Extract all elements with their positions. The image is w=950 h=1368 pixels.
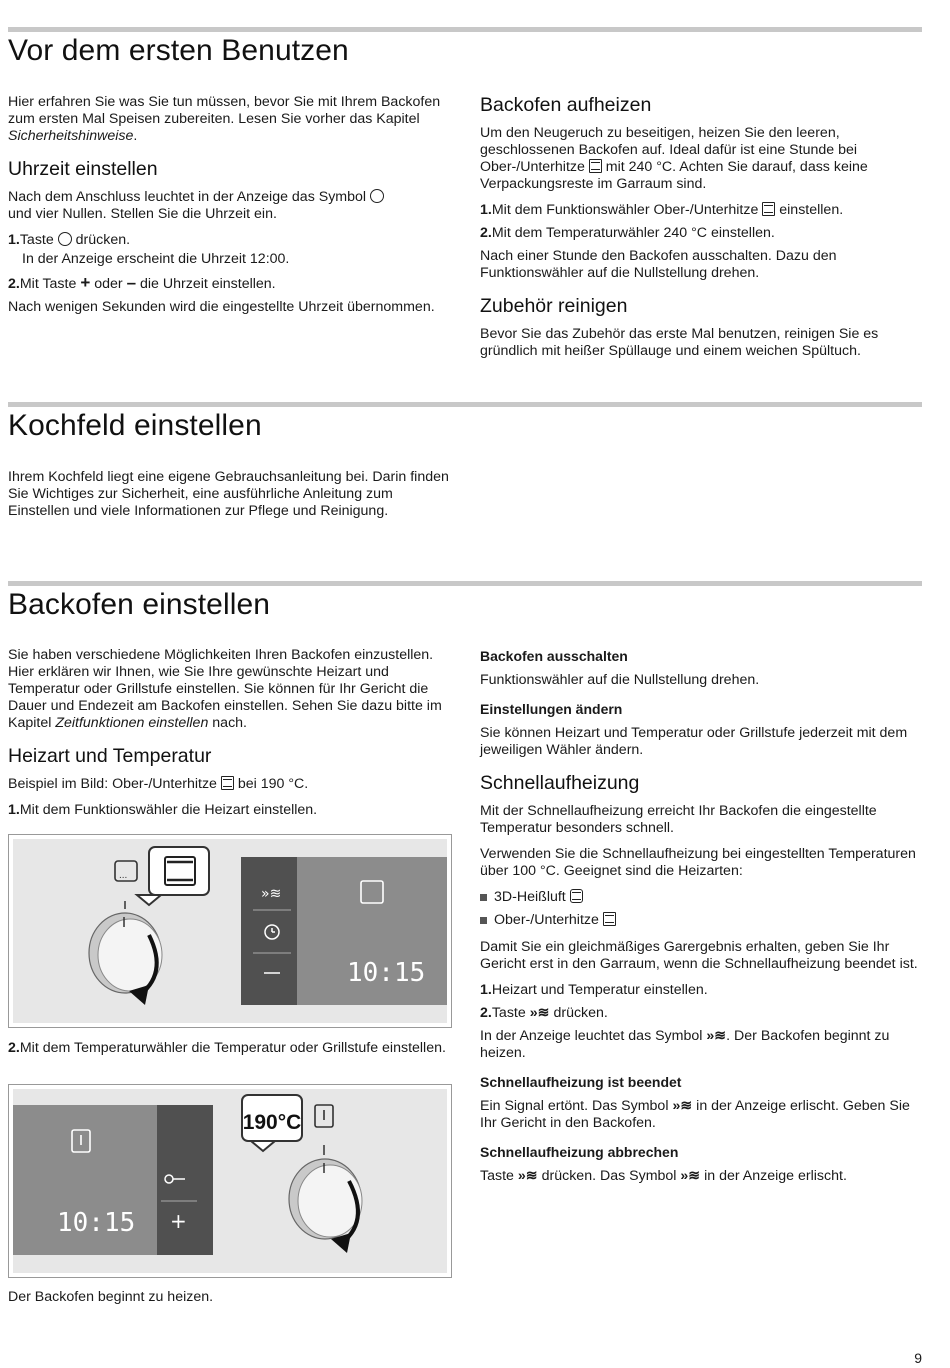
clock-icon <box>370 189 384 203</box>
hot-air-icon <box>570 889 583 903</box>
heizart-step-1: 1.Mit dem Funktionswähler die Heizart einstellen. <box>8 802 318 818</box>
heading-heizart-und-temperatur: Heizart und Temperatur <box>8 745 212 767</box>
beispiel-paragraph: Beispiel im Bild: Ober-/Unterhitze bei 190 °C. <box>8 776 309 792</box>
heading-schnellaufheizung: Schnellaufheizung <box>480 772 640 794</box>
aufheizen-paragraph: Um den Neugeruch zu beseitigen, heizen Sie den leeren, geschlossenen Backofen auf. Ideal dafür ist eine Stunde bei Ober-/Unterhitze mit 240 °C. Achten Sie darauf, dass keine Verpackungsreste im Garraum sind. <box>480 125 868 192</box>
section-title-vor-dem-ersten-benutzen: Vor dem ersten Benutzen <box>8 34 349 67</box>
section1-right-column <box>480 94 922 369</box>
list-item-ober-unterhitze: Ober-/Unterhitze <box>480 912 922 929</box>
section-rule <box>8 27 922 32</box>
beginnt-paragraph: Der Backofen beginnt zu heizen. <box>8 1289 214 1305</box>
section-rule <box>8 581 922 586</box>
intro-paragraph: Hier erfahren Sie was Sie tun müssen, bevor Sie mit Ihrem Backofen zum ersten Mal Speisen zubereiten. Lesen Sie vorher das Kapitel Sicherheitshinweise. <box>8 94 441 144</box>
section-title-kochfeld-einstellen: Kochfeld einstellen <box>8 409 262 442</box>
rapid-heat-icon: »≋ <box>529 1005 550 1021</box>
page-number: 9 <box>914 1350 922 1366</box>
heading-backofen-ausschalten: Backofen ausschalten <box>480 648 628 664</box>
backofen-intro-paragraph: Sie haben verschiedene Möglichkeiten Ihren Backofen einzustellen. Hier erklären wir Ihnen, wie Sie Ihre gewünschte Heizart und Temperatur oder Grillstufe einstellen. Sie können für Ihr Gericht die Dauer und Endezeit am Backofen einstellen. Sehen Sie dazu bitte im Kapitel Zeitfunktionen einstellen nach. <box>8 647 442 731</box>
section3-left-column-b <box>8 1040 454 1063</box>
heading-zubehoer-reinigen: Zubehör reinigen <box>480 295 628 317</box>
temperature-selector-illustration <box>9 1085 451 1277</box>
list-item-3d-heissluft: 3D-Heißluft <box>480 889 922 906</box>
zubehoer-paragraph: Bevor Sie das Zubehör das erste Mal benutzen, reinigen Sie es gründlich mit heißer Spüllauge und einem weichen Spültuch. <box>480 326 879 359</box>
section2-column <box>8 469 454 529</box>
section3-right-column <box>480 648 922 1194</box>
minus-icon: – <box>126 273 137 292</box>
heading-einstellungen-aendern: Einstellungen ändern <box>480 701 623 717</box>
schnell-paragraph-4: In der Anzeige leuchtet das Symbol »≋. Der Backofen beginnt zu heizen. <box>480 1028 890 1061</box>
clock-icon <box>58 232 72 246</box>
schnell-paragraph-3: Damit Sie ein gleichmäßiges Garergebnis erhalten, geben Sie Ihr Gericht erst in den Garraum, wenn die Schnellaufheizung beendet ist. <box>480 939 918 972</box>
rapid-heat-icon: »≋ <box>706 1028 727 1044</box>
function-selector-illustration <box>9 835 451 1027</box>
aufheizen-end-paragraph: Nach einer Stunde den Backofen ausschalten. Dazu den Funktionswähler auf die Nullstellung drehen. <box>480 248 837 281</box>
rapid-heat-icon: »≋ <box>672 1098 693 1114</box>
kochfeld-paragraph: Ihrem Kochfeld liegt eine eigene Gebrauchsanleitung bei. Darin finden Sie Wichtiges zur Sicherheit, eine ausführliche Anleitung zum Einstellen und viele Informationen zur Pflege und Reinigung. <box>8 469 449 519</box>
schnell-paragraph-2: Verwenden Sie die Schnellaufheizung bei eingestellten Temperaturen über 100 °C. Geeignet sind die Heizarten: <box>480 846 916 879</box>
step-1-result: In der Anzeige erscheint die Uhrzeit 12:00. <box>22 251 290 267</box>
section-title-backofen-einstellen: Backofen einstellen <box>8 588 271 621</box>
ausschalten-paragraph: Funktionswähler auf die Nullstellung drehen. <box>480 672 760 688</box>
abbrechen-paragraph: Taste »≋ drücken. Das Symbol »≋ in der Anzeige erlischt. <box>480 1168 847 1184</box>
uhrzeit-paragraph: Nach dem Anschluss leuchtet in der Anzeige das Symbol und vier Nullen. Stellen Sie die Uhrzeit ein. <box>8 189 454 223</box>
rapid-heat-icon: »≋ <box>517 1168 538 1184</box>
plus-icon: + <box>170 1209 187 1233</box>
aufheizen-step-1: 1.Mit dem Funktionswähler Ober-/Unterhitze einstellen. <box>480 202 844 218</box>
heading-backofen-aufheizen: Backofen aufheizen <box>480 94 652 116</box>
plus-icon: + <box>80 273 91 292</box>
section3-left-column-c <box>8 1289 454 1315</box>
rapid-heat-icon: »≋ <box>261 886 282 902</box>
heizart-step-2: 2.Mit dem Temperaturwähler die Temperatur oder Grillstufe einstellen. <box>8 1040 446 1056</box>
top-bottom-heat-icon <box>762 202 775 216</box>
uhrzeit-end-paragraph: Nach wenigen Sekunden wird die eingestellte Uhrzeit übernommen. <box>8 299 435 315</box>
section3-left-column <box>8 647 454 825</box>
figure-function-selector <box>8 834 452 1028</box>
heading-uhrzeit-einstellen: Uhrzeit einstellen <box>8 158 158 180</box>
heading-schnellaufheizung-abbrechen: Schnellaufheizung abbrechen <box>480 1144 679 1160</box>
display-time: 10:15 <box>347 958 426 988</box>
aufheizen-step-2: 2.Mit dem Temperaturwähler 240 °C einstellen. <box>480 225 775 241</box>
top-bottom-heat-icon <box>589 159 602 173</box>
svg-text:...: ... <box>119 870 128 881</box>
schnell-paragraph-1: Mit der Schnellaufheizung erreicht Ihr Backofen die eingestellte Temperatur besonders schnell. <box>480 803 877 836</box>
schnell-step-2: 2.Taste »≋ drücken. <box>480 1005 608 1021</box>
schnell-step-1: 1.Heizart und Temperatur einstellen. <box>480 982 708 998</box>
figure-temperature-selector <box>8 1084 452 1278</box>
section1-left-column <box>8 94 454 325</box>
top-bottom-heat-icon <box>603 912 616 926</box>
rapid-heat-icon: »≋ <box>680 1168 701 1184</box>
section-rule <box>8 402 922 407</box>
heading-schnellaufheizung-beendet: Schnellaufheizung ist beendet <box>480 1074 682 1090</box>
beendet-paragraph: Ein Signal ertönt. Das Symbol »≋ in der Anzeige erlischt. Geben Sie Ihr Gericht in den Backofen. <box>480 1098 910 1131</box>
step-2: 2.Mit Taste + oder – die Uhrzeit einstellen. <box>8 273 276 292</box>
display-time: 10:15 <box>57 1208 136 1238</box>
step-1: 1.Taste drücken. <box>8 232 131 248</box>
top-bottom-heat-icon <box>221 776 234 790</box>
temperature-value: 190°C <box>242 1111 302 1134</box>
aendern-paragraph: Sie können Heizart und Temperatur oder Grillstufe jederzeit mit dem jeweiligen Wähler ändern. <box>480 725 908 758</box>
